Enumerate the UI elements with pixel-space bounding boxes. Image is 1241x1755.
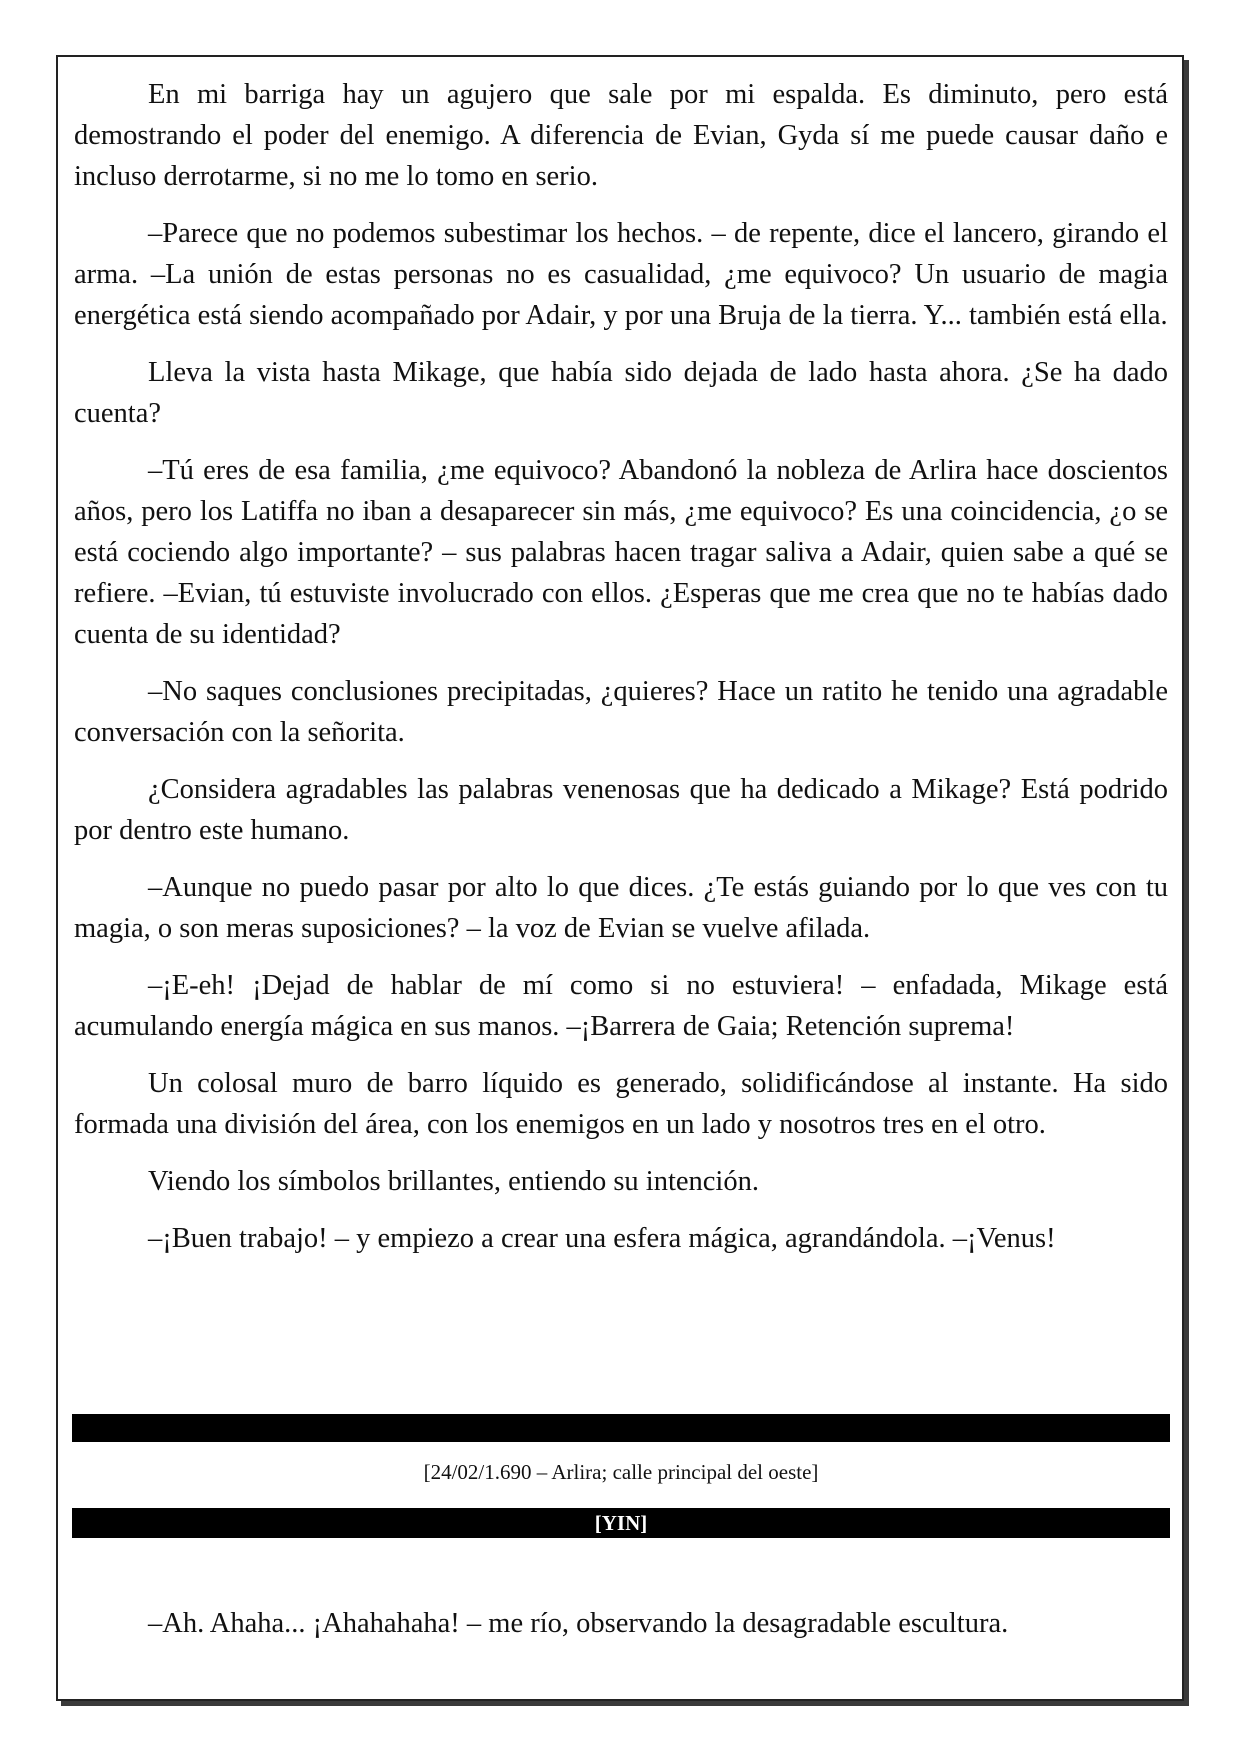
paragraph: Un colosal muro de barro líquido es generado, solidificándose al instante. Ha sido formada una división del área, con los enemigos en un lado y nosotros tres en el otro. bbox=[74, 1068, 1168, 1140]
scene-header: [24/02/1.690 – Arlira; calle principal del oeste] bbox=[423, 1460, 819, 1484]
paragraph: –Ah. Ahaha... ¡Ahahahaha! – me río, observando la desagradable escultura. bbox=[148, 1608, 1009, 1639]
paragraph: –Tú eres de esa familia, ¿me equivoco? Abandonó la nobleza de Arlira hace doscientos años, pero los Latiffa no iban a desaparecer sin más, ¿me equivoco? Es una coincidencia, ¿o se está cociendo algo importante? – sus palabras hacen tragar saliva a Adair, quien sabe a qué se refiere. –Evian, tú estuviste involucrado con ellos. ¿Esperas que me crea que no te habías dado cuenta de su identidad? bbox=[74, 455, 1168, 650]
paragraph: –¡E-eh! ¡Dejad de hablar de mí como si no estuviera! – enfadada, Mikage está acumulando energía mágica en sus manos. –¡Barrera de Gaia; Retención suprema! bbox=[74, 970, 1168, 1042]
final-text bbox=[74, 1603, 1168, 1660]
paragraph: ¿Considera agradables las palabras venenosas que ha dedicado a Mikage? Está podrido por dentro este humano. bbox=[74, 774, 1168, 846]
paragraph: Viendo los símbolos brillantes, entiendo su intención. bbox=[148, 1166, 759, 1197]
paragraph: En mi barriga hay un agujero que sale por mi espalda. Es diminuto, pero está demostrando el poder del enemigo. A diferencia de Evian, Gyda sí me puede causar daño e incluso derrotarme, si no me lo tomo en serio. bbox=[74, 79, 1168, 192]
scene-divider-bar bbox=[72, 1414, 1170, 1442]
paragraph: –¡Buen trabajo! – y empiezo a crear una esfera mágica, agrandándola. –¡Venus! bbox=[148, 1223, 1056, 1254]
pov-label-bar: [YIN] bbox=[72, 1508, 1170, 1538]
paragraph: Lleva la vista hasta Mikage, que había sido dejada de lado hasta ahora. ¿Se ha dado cuenta? bbox=[74, 357, 1168, 429]
paragraph: –No saques conclusiones precipitadas, ¿quieres? Hace un ratito he tenido una agradable conversación con la señorita. bbox=[74, 676, 1168, 748]
body-text bbox=[74, 74, 1168, 1275]
paragraph: –Parece que no podemos subestimar los hechos. – de repente, dice el lancero, girando el arma. –La unión de estas personas no es casualidad, ¿me equivoco? Un usuario de magia energética está siendo acompañado por Adair, y por una Bruja de la tierra. Y... también está ella. bbox=[74, 218, 1168, 331]
paragraph: –Aunque no puedo pasar por alto lo que dices. ¿Te estás guiando por lo que ves con tu magia, o son meras suposiciones? – la voz de Evian se vuelve afilada. bbox=[74, 872, 1168, 944]
